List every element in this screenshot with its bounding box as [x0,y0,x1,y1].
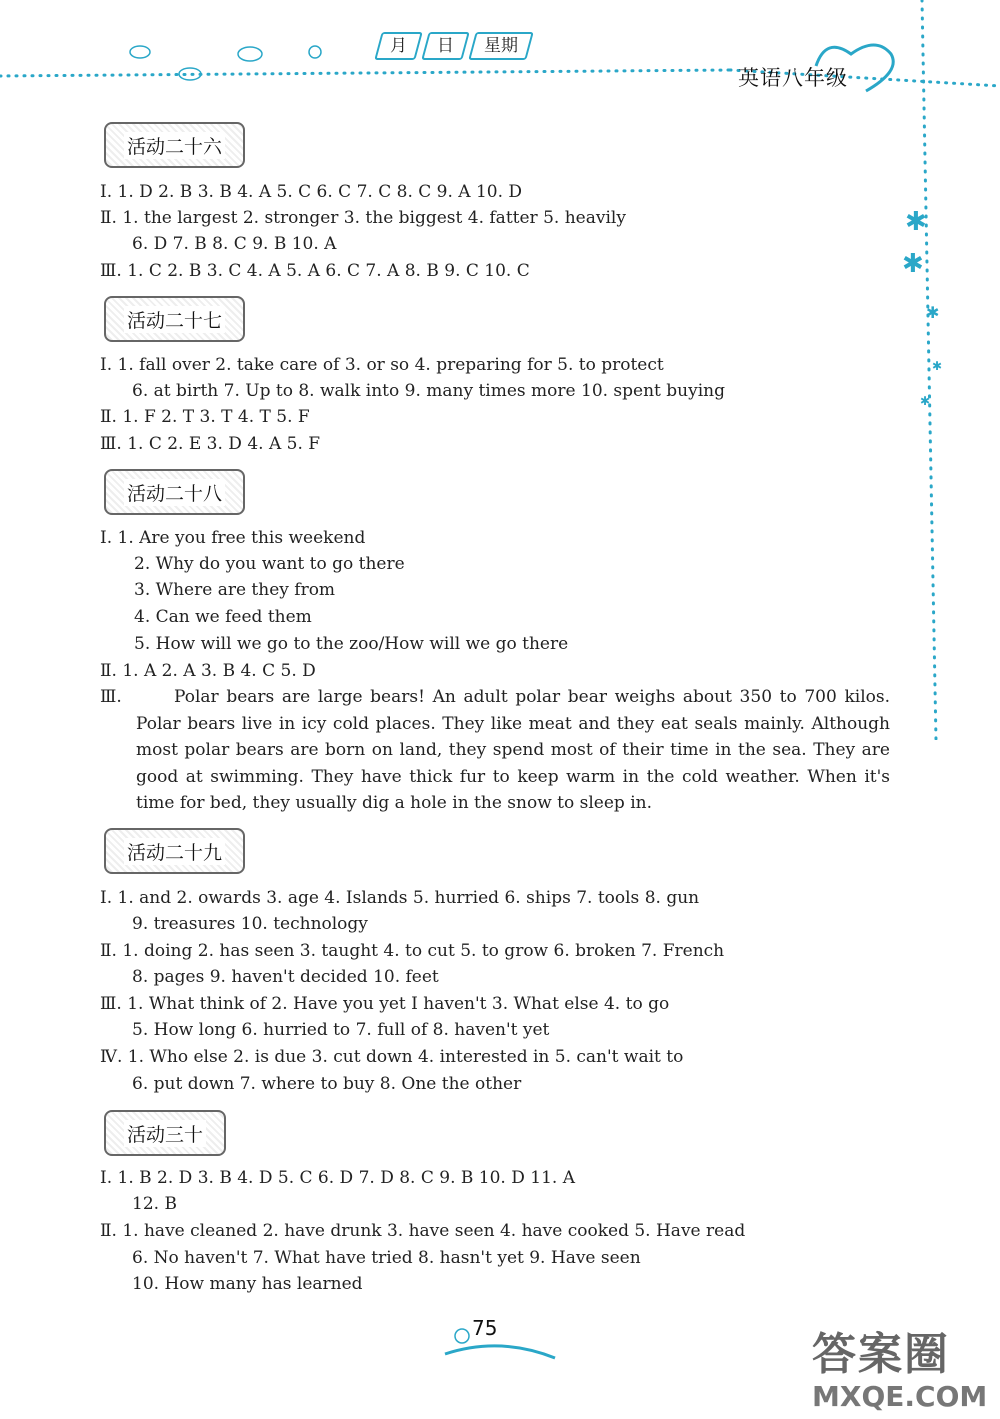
passage-paragraph [100,684,890,817]
answer-line: 6. No haven't 7. What have tried 8. hasn't yet 9. Have seen [132,1248,641,1268]
svg-text:✱: ✱ [905,207,927,237]
subject-label: 英语八年级 [738,66,848,90]
section-title-27: 活动二十七 [104,296,245,342]
answer-line: Ⅱ. 1. F 2. T 3. T 4. T 5. F [100,407,310,427]
watermark-url: MXQE.COM [812,1380,988,1413]
answer-line: Ⅲ. 1. C 2. B 3. C 4. A 5. A 6. C 7. A 8. B 9. C 10. C [100,261,530,281]
section-title-26: 活动二十六 [104,122,245,168]
answer-line: 12. B [132,1194,177,1214]
watermark-text: 答案圈 [812,1329,950,1380]
section-title-28: 活动二十八 [104,469,245,515]
answer-line: Ⅰ. 1. fall over 2. take care of 3. or so 4. preparing for 5. to protect [100,355,664,375]
weekday-field: 星期 [468,32,534,60]
month-field: 月 [374,32,423,60]
answer-line: Ⅰ. 1. Are you free this weekend [100,528,366,548]
answer-line: 9. treasures 10. technology [132,914,368,934]
answer-line: 6. D 7. B 8. C 9. B 10. A [132,234,337,254]
svg-text:✱: ✱ [902,249,924,279]
cloud-icon [120,40,360,90]
answer-line: 6. put down 7. where to buy 8. One the other [132,1074,522,1094]
page-number: 75 [472,1316,498,1340]
answer-line: 10. How many has learned [132,1274,363,1294]
answer-line: Ⅳ. 1. Who else 2. is due 3. cut down 4. interested in 5. can't wait to [100,1047,684,1067]
answer-line: Ⅰ. 1. B 2. D 3. B 4. D 5. C 6. D 7. D 8. C 9. B 10. D 11. A [100,1168,575,1188]
section-title-30: 活动三十 [104,1110,226,1156]
answer-line: 8. pages 9. haven't decided 10. feet [132,967,439,987]
answer-line: 3. Where are they from [134,580,336,600]
svg-text:✱: ✱ [920,394,931,408]
answer-line: 5. How long 6. hurried to 7. full of 8. haven't yet [132,1020,550,1040]
answer-line: 2. Why do you want to go there [134,554,405,574]
watermark-logo [812,1318,987,1413]
page-number-swoosh [440,1322,560,1362]
answer-line: Ⅲ. 1. C 2. E 3. D 4. A 5. F [100,434,321,454]
svg-text:✱: ✱ [926,303,940,322]
day-field: 日 [421,32,470,60]
answer-line: Ⅱ. 1. A 2. A 3. B 4. C 5. D [100,661,316,681]
star-icon [900,200,950,420]
answer-line: Ⅱ. 1. the largest 2. stronger 3. the biggest 4. fatter 5. heavily [100,208,626,228]
answer-line: 4. Can we feed them [134,607,312,627]
answer-line: Ⅲ. 1. What think of 2. Have you yet I haven't 3. What else 4. to go [100,994,670,1014]
date-fields [378,32,530,60]
section-title-29: 活动二十九 [104,828,245,874]
answer-line: Ⅰ. 1. and 2. owards 3. age 4. Islands 5. hurried 6. ships 7. tools 8. gun [100,888,700,908]
roman-numeral: Ⅲ. [100,687,122,707]
answer-line: 6. at birth 7. Up to 8. walk into 9. many times more 10. spent buying [132,381,725,401]
answer-line: Ⅱ. 1. doing 2. has seen 3. taught 4. to cut 5. to grow 6. broken 7. French [100,941,725,961]
passage-text: Polar bears are large bears! An adult polar bear weighs about 350 to 700 kilos. Polar bears live in icy cold places. They like meat and they eat seals mainly. Although most polar bears are born on land, they spend most of their time in the sea. They are good at swimming. They have thick fur to keep warm in the cold weather. When it's time for bed, they usually dig a hole in the snow to sleep in. [136,687,890,813]
answer-line: Ⅱ. 1. have cleaned 2. have drunk 3. have seen 4. have cooked 5. Have read [100,1221,746,1241]
answer-line: Ⅰ. 1. D 2. B 3. B 4. A 5. C 6. C 7. C 8. C 9. A 10. D [100,182,523,202]
answer-line: 5. How will we go to the zoo/How will we go there [134,634,569,654]
svg-text:✱: ✱ [932,359,943,373]
